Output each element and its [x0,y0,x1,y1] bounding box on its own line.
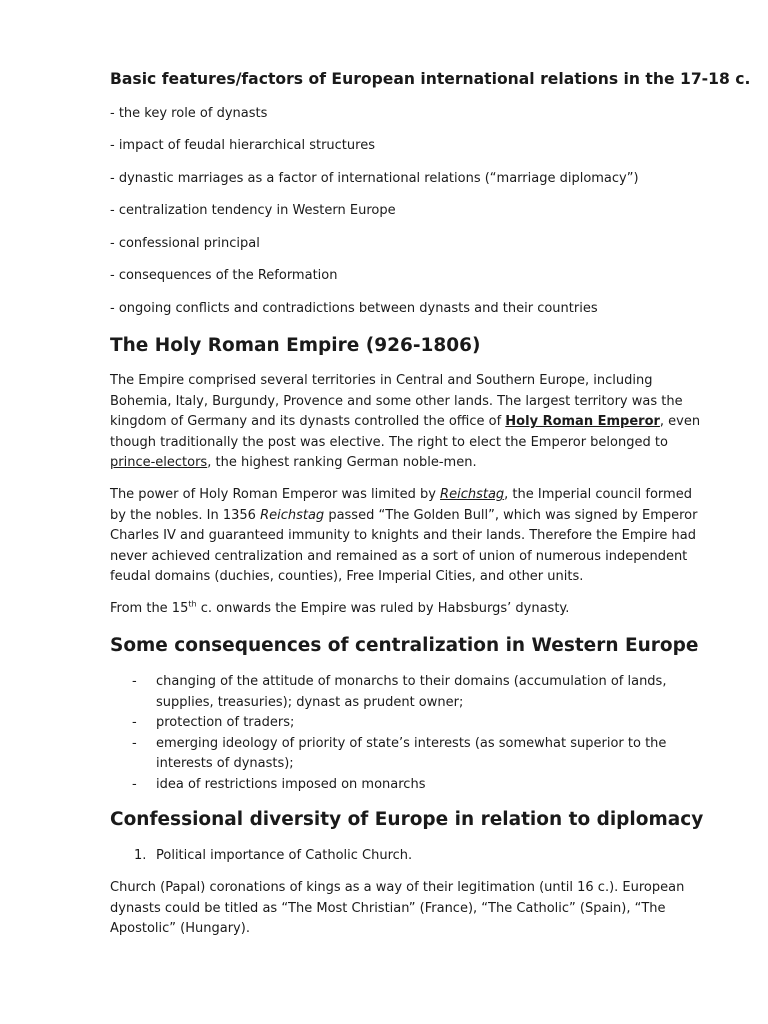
paragraph-text: The Empire comprised several territories in Central and Southern Europe, including Bohemia, Italy, Burgundy, Provence and some other lands. The largest territory was the kingdom of Germany and its dynasts controlled the office of [110,373,683,429]
bullet-item: - consequences of the Reformation [110,268,338,283]
ordinal-suffix: th [188,599,197,609]
link-holy-roman-emperor[interactable]: Holy Roman Emperor [505,414,660,429]
list-item [110,775,710,796]
paragraph-text: , the Imperial council formed by the nobles. In 1356 [110,487,692,523]
paragraph-emperor-power [110,485,710,588]
link-reichstag[interactable]: Reichstag [440,487,505,502]
consequences-list [110,672,710,795]
dash-marker: - [132,776,137,792]
dash-marker: - [132,715,137,730]
reichstag-italic: Reichstag [260,507,325,523]
list-item [110,734,710,775]
bullet-item: - confessional principal [110,236,260,251]
bullet-item: - impact of feudal hierarchical structures [110,138,375,153]
paragraph-text: The power of Holy Roman Emperor was limited by [110,487,441,502]
list-item-text: changing of the attitude of monarchs to their domains (accumulation of lands, supplies, treasuries); dynast as prudent owner; [156,674,667,710]
list-item [110,672,710,713]
list-item-text: protection of traders; [156,715,295,730]
bullet-item: - dynastic marriages as a factor of international relations (“marriage diplomacy”) [110,171,639,186]
paragraph-empire-territories [110,371,710,474]
paragraph-text: , the highest ranking German noble-men. [207,455,477,470]
numbered-item-text: Political importance of Catholic Church. [156,848,413,863]
bullet-item: - ongoing conflicts and contradictions between dynasts and their countries [110,301,598,316]
bullet-item: - the key role of dynasts [110,106,268,121]
paragraph-text: From the 15 [110,601,189,616]
item-number: 1. [134,848,147,863]
list-item-text: emerging ideology of priority of state’s interests (as somewhat superior to the interests of dynasts); [156,735,667,771]
list-item [110,713,710,734]
link-prince-electors[interactable]: prince-electors [110,455,208,470]
heading-centralization-consequences: Some consequences of centralization in Western Europe [110,635,699,656]
dash-marker: - [132,735,137,751]
heading-confessional-diversity: Confessional diversity of Europe in relation to diplomacy [110,809,704,830]
paragraph-text: passed “The Golden Bull”, which was signed by Emperor Charles IV and guaranteed immunity to knights and their lands. Therefore the Empire had never achieved centralization and remained as a sort of union of numerous independent feudal domains (duchies, counties), Free Imperial Cities, and other units. [110,507,698,584]
dash-marker: - [132,674,137,689]
heading-basic-features: Basic features/factors of European international relations in the 17-18 c. [110,70,751,88]
paragraph-church-coronations: Church (Papal) coronations of kings as a way of their legitimation (until 16 c.). European dynasts could be titled as “The Most Christian” (France), “The Catholic” (Spain), “The Apostolic” (Hungary). [110,880,685,936]
paragraph-text: c. onwards the Empire was ruled by Habsburgs’ dynasty. [196,601,570,616]
paragraph-text: , even though traditionally the post was elective. The right to elect the Emperor belonged to [110,414,701,450]
heading-holy-roman-empire: The Holy Roman Empire (926-1806) [110,335,481,356]
paragraph-habsburgs [110,599,710,620]
list-item-text: idea of restrictions imposed on monarchs [156,776,426,792]
bullet-item: - centralization tendency in Western Europe [110,203,396,218]
